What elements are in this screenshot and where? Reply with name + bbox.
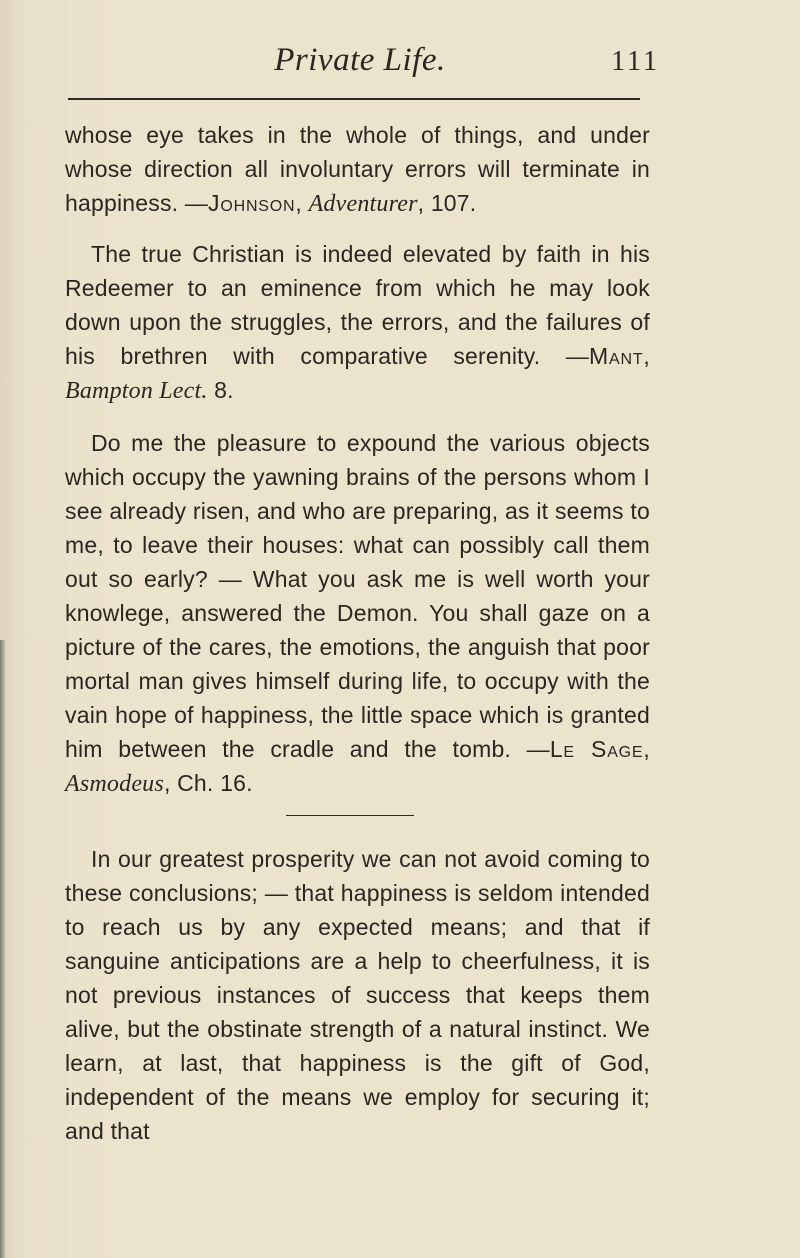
citation-separator: , — [643, 736, 650, 762]
passage-text: whose eye takes in the whole of things, and under whose direction all involuntary errors will terminate in happiness. — — [65, 122, 650, 216]
section-divider-rule — [286, 815, 414, 816]
page-body — [65, 118, 650, 1148]
citation-reference: 8. — [207, 377, 234, 403]
citation-source: Bampton Lect. — [65, 378, 208, 404]
passage-happiness — [65, 842, 650, 1148]
paragraph-gap — [65, 221, 650, 237]
passage-le-sage — [65, 426, 650, 801]
passage-text: The true Christian is indeed elevated by faith in his Redeemer to an eminence from which he may look down upon the struggles, the errors, and the failures of his brethren with comparative serenity. — — [65, 241, 650, 369]
paragraph-gap — [65, 408, 650, 426]
citation-reference: , 107. — [417, 190, 477, 216]
header-rule — [68, 98, 640, 100]
citation-separator: , — [295, 190, 309, 216]
citation-source: Adventurer — [308, 191, 418, 217]
running-head — [60, 42, 660, 88]
citation-author: Le Sage — [549, 736, 644, 762]
citation-author: Mant — [589, 343, 644, 369]
running-head-title: Private Life. — [274, 42, 446, 78]
passage-text: Do me the pleasure to expound the various objects which occupy the yawning brains of the persons whom I see already risen, and who are preparing, as it seems to me, to leave their houses: what can possibly call them out so early? — What you ask me is well worth your knowlege, answered the Demon. You shall gaze on a picture of the cares, the emotions, the anguish that poor mortal man gives himself during life, to occupy with the vain hope of happiness, the little space which is granted him between the cradle and the tomb. — — [65, 430, 650, 762]
page-number: 111 — [611, 46, 660, 77]
citation-author: Johnson — [208, 190, 296, 216]
citation-reference: , Ch. 16. — [163, 770, 253, 796]
page-gutter-edge — [0, 640, 6, 1258]
passage-mant — [65, 237, 650, 408]
citation-source: Asmodeus — [65, 771, 164, 797]
citation-separator: , — [643, 343, 650, 369]
passage-johnson — [65, 118, 650, 221]
passage-text: In our greatest prosperity we can not avoid coming to these conclusions; — that happiness is seldom intended to reach us by any expected means; and that if sanguine anticipations are a help to cheerfulness, it is not previous instances of success that keeps them alive, but the obstinate strength of a natural instinct. We learn, at last, that happiness is the gift of God, independent of the means we employ for securing it; and that — [65, 846, 650, 1144]
